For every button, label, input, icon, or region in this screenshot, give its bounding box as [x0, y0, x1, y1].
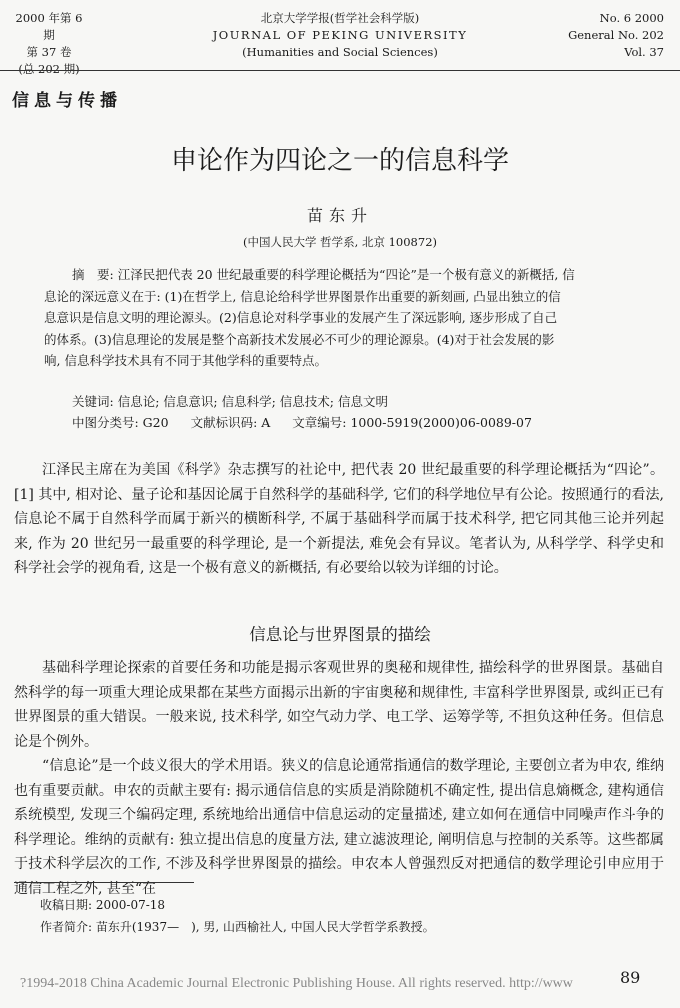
- keywords-label: 关键词:: [72, 394, 114, 409]
- journal-header: [0, 10, 680, 76]
- paragraph: 江泽民主席在为美国《科学》杂志撰写的社论中, 把代表 20 世纪最重要的科学理论概括为“四论”。[1] 其中, 相对论、量子论和基因论属于自然科学的基础科学, 它们的科学地位早有公论。按照通行的看法, 信息论不属于自然科学而属于新兴的横断科学, 不属于基础科学而属于技术科学, 把它同其他三论并列起来, 作为 20 世纪另一最重要的科学理论, 是一个新提法, 难免会有异议。笔者认为, 从科学学、科学史和科学社会学的视角看, 这是一个极有意义的新概括, 有必要给以较为详细的讨论。: [14, 462, 664, 576]
- paragraph: 基础科学理论探索的首要任务和功能是揭示客观世界的奥秘和规律性, 描绘科学的世界图景。基础自然科学的每一项重大理论成果都在某些方面揭示出新的宇宙奥秘和规律性, 丰富科学世界图景, 或纠正已有世界图景的重大错误。一般来说, 技术科学, 如空气动力学、电工学、运筹学等, 不担负这种任务。但信息论是个例外。: [14, 660, 664, 750]
- abstract-line: 响, 信息科学技术具有不同于其他学科的重要特点。: [44, 353, 327, 368]
- journal-name-cn: 北京大学学报(哲学社会科学版): [260, 11, 420, 25]
- article-title: 申论作为四论之一的信息科学: [170, 146, 509, 176]
- header-issue-info: [14, 10, 84, 78]
- author-name: 苗东升: [306, 206, 373, 225]
- author-bio: 作者简介: 苗东升(1937— ), 男, 山西榆社人, 中国人民大学哲学系教授。: [40, 920, 435, 934]
- paragraph: “信息论”是一个歧义很大的学术用语。狭义的信息论通常指通信的数学理论, 主要创立者为申农, 维纳也有重要贡献。申农的贡献主要有: 揭示通信信息的实质是消除随机不确定性, 提出信息熵概念, 建构通信系统模型, 发现三个编码定理, 系统地给出通信中信息运动的定量描述, 建立如何在通信中同噪声作斗争的科学理论。维纳的贡献有: 独立提出信息的度量方法, 建立滤波理论, 阐明信息与控制的关系等。这些都属于技术科学层次的工作, 不涉及科学世界图景的描绘。申农本人曾强烈反对把通信的数学理论引申应用于通信工程之外, 甚至“在: [14, 758, 664, 897]
- section-label: 信息与传播: [12, 91, 122, 111]
- copyright-notice: ?1994-2018 China Academic Journal Electronic Publishing House. All rights reserved. http://www: [20, 976, 573, 991]
- abstract-line: 息论的深远意义在于: (1)在哲学上, 信息论给科学世界图景作出重要的新刻画, 凸显出独立的信: [44, 288, 561, 304]
- footnote-divider: [14, 882, 194, 883]
- journal-subtitle-en: (Humanities and Social Sciences): [242, 45, 438, 59]
- keywords: [72, 392, 388, 412]
- header-total-issue: (总 202 期): [18, 62, 80, 76]
- header-issue: 2000 年第 6 期: [15, 11, 83, 42]
- keywords-text: 信息论; 信息意识; 信息科学; 信息技术; 信息文明: [117, 394, 388, 409]
- author-affiliation: (中国人民大学 哲学系, 北京 100872): [243, 235, 437, 249]
- abstract-line: 息意识是信息文明的理论源头。(2)信息论对科学事业的发展产生了深远影响, 逐步形成了自己: [44, 310, 558, 325]
- header-divider: [0, 70, 680, 71]
- header-issue-info-en: [524, 10, 664, 61]
- header-journal-name: [150, 10, 530, 61]
- header-general-no: General No. 202: [568, 28, 664, 42]
- abstract: [44, 264, 636, 372]
- article-number: 文章编号: 1000-5919(2000)06-0089-07: [292, 415, 532, 430]
- page-number: 89: [620, 968, 641, 987]
- header-volume: 第 37 卷: [26, 45, 72, 59]
- journal-name-en: JOURNAL OF PEKING UNIVERSITY: [212, 28, 468, 42]
- intro-body: [14, 458, 664, 581]
- section-body: [14, 656, 664, 901]
- classification-info: [72, 413, 550, 433]
- received-date: 收稿日期: 2000-07-18: [40, 898, 166, 912]
- footnotes: [40, 894, 435, 938]
- abstract-line: 的体系。(3)信息理论的发展是整个高新技术发展必不可少的理论源泉。(4)对于社会发展的影: [44, 331, 555, 347]
- header-vol: Vol. 37: [624, 45, 664, 59]
- abstract-label: 摘 要:: [72, 267, 114, 282]
- section-heading: 信息论与世界图景的描绘: [249, 625, 431, 644]
- clc-number: 中图分类号: G20: [72, 415, 169, 430]
- document-code: 文献标识码: A: [190, 415, 271, 430]
- header-no: No. 6 2000: [599, 11, 664, 25]
- abstract-line: 江泽民把代表 20 世纪最重要的科学理论概括为“四论”是一个极有意义的新概括, 信: [117, 267, 575, 282]
